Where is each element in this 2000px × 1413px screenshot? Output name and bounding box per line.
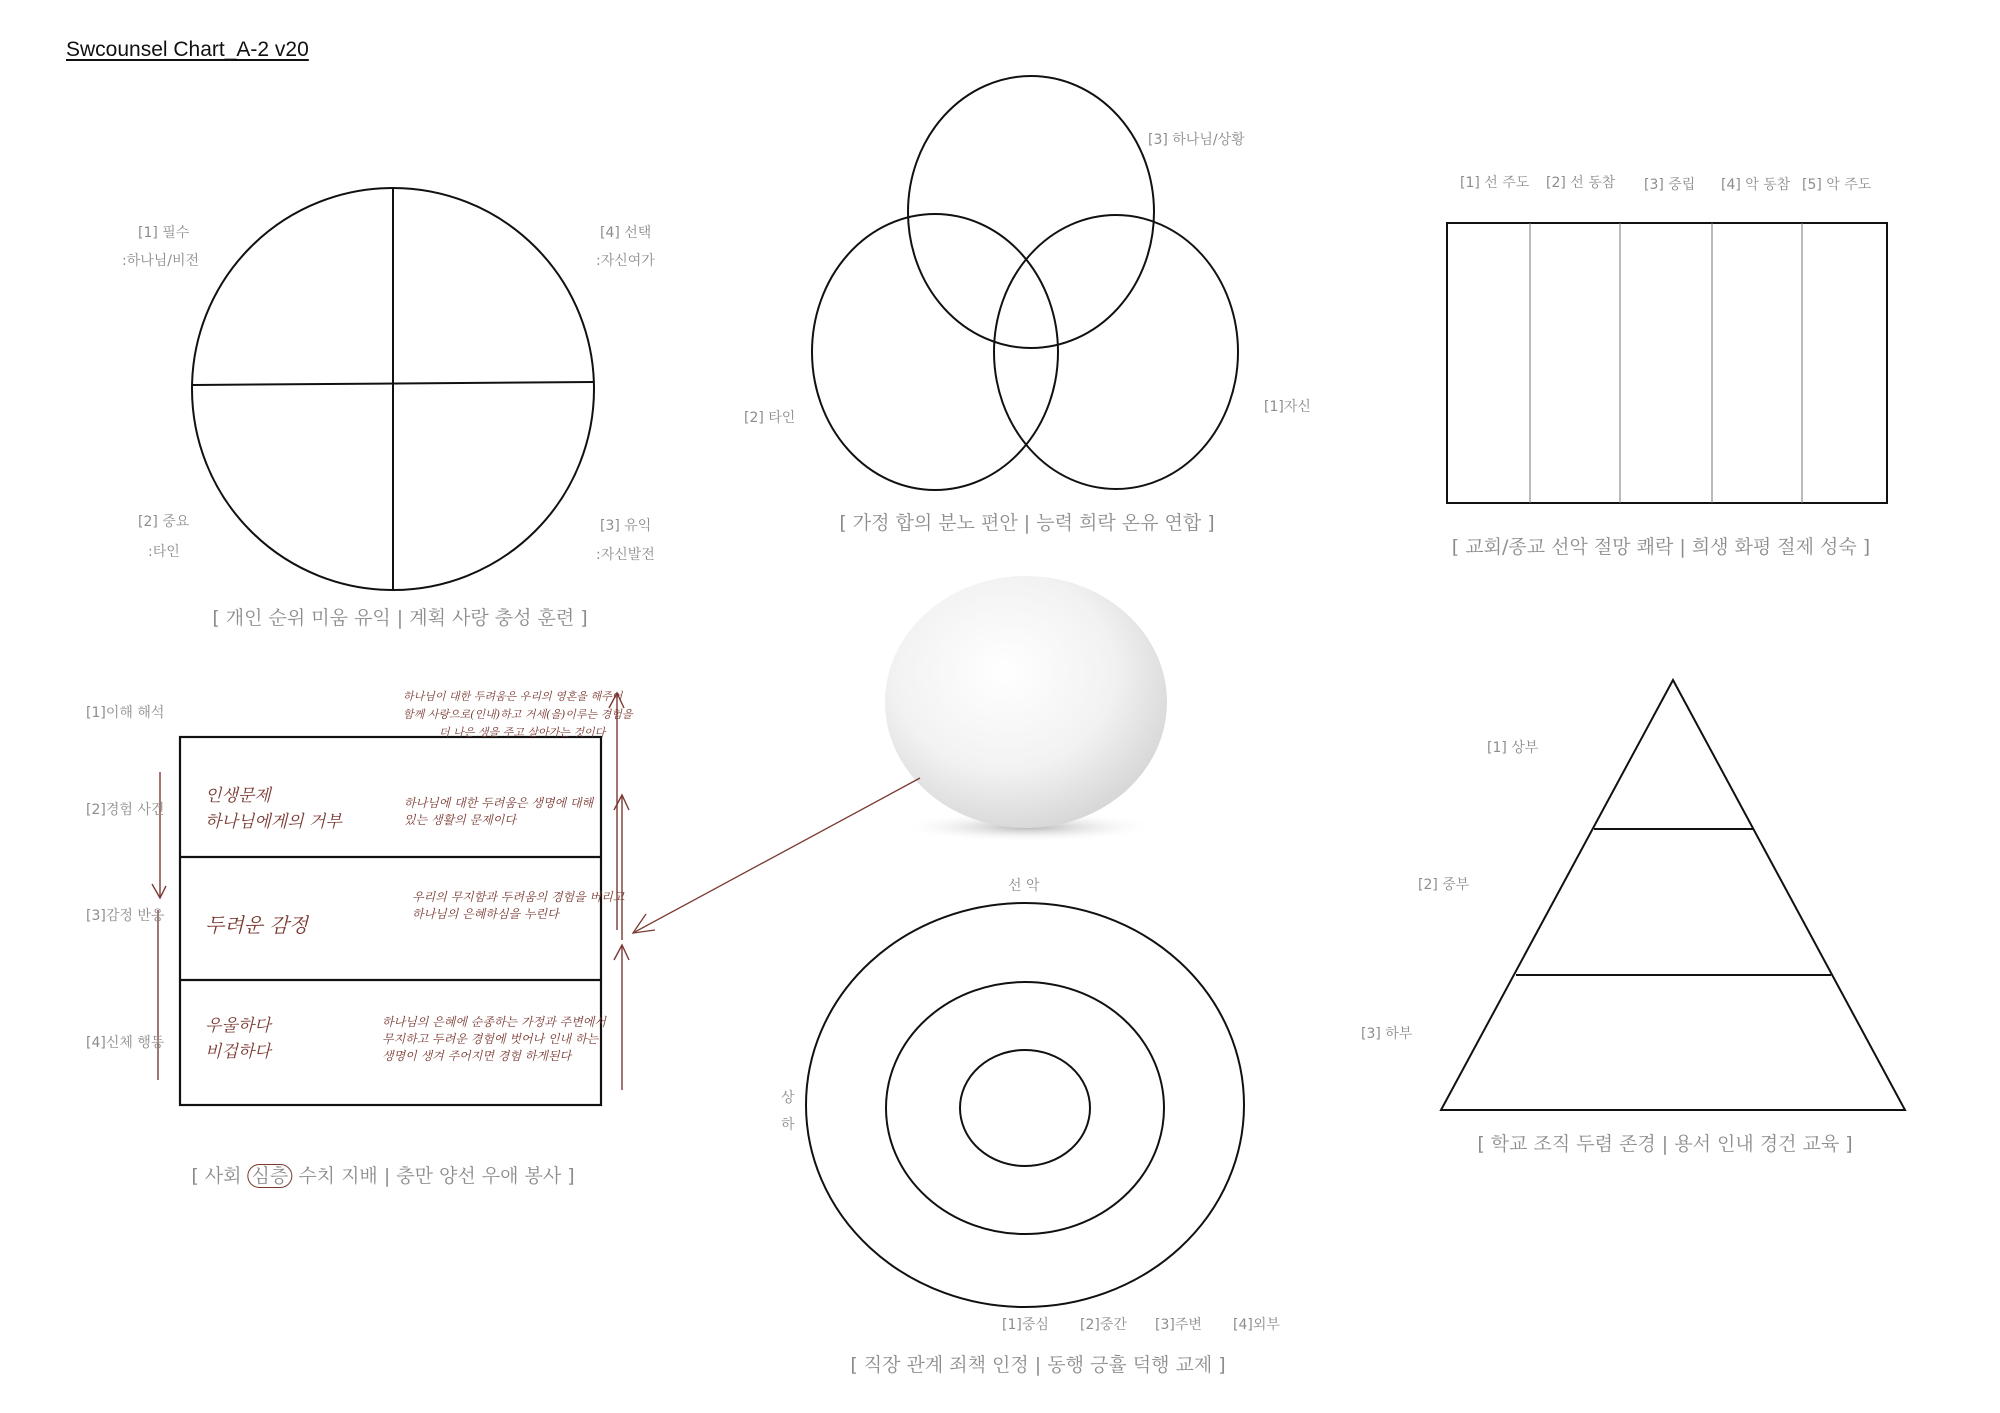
rings-caption: [ 직장 관계 죄책 인정 | 동행 긍휼 덕행 교제 ] [850, 1354, 1226, 1376]
column-header-1: [1] 선 주도 [1460, 175, 1530, 191]
layers-label-interpretation: [1]이해 해석 [86, 705, 165, 721]
rings-label-periphery: [3]주변 [1155, 1317, 1202, 1333]
concentric-rings-diagram [806, 903, 1244, 1307]
venn-label-self: [1]자신 [1264, 399, 1311, 415]
rings-label-middle: [2]중간 [1080, 1317, 1127, 1333]
rings-side-label-top: 상 [781, 1090, 795, 1106]
venn-label-god-situation: [3] 하나님/상황 [1148, 132, 1245, 148]
handwritten-row1-left: 인생문제 하나님에게의 거부 [205, 786, 342, 832]
quadrant-label-necessary: [1] 필수 [138, 225, 190, 241]
venn-circle-right [994, 215, 1238, 489]
left-arrow-1-head [152, 884, 166, 898]
pyramid-label-lower: [3] 하부 [1361, 1026, 1413, 1042]
quadrant-label-useful-sub: :자신발전 [596, 547, 655, 563]
quadrant-caption: [ 개인 순위 미움 유익 | 계획 사랑 충성 훈련 ] [212, 607, 588, 629]
rings-top-label: 선 악 [1008, 878, 1040, 894]
venn-label-others: [2] 타인 [744, 410, 796, 426]
columns-frame [1447, 223, 1887, 503]
layers-label-behavior: [4]신체 행동 [86, 1035, 165, 1051]
quadrant-label-useful: [3] 유익 [600, 518, 652, 534]
column-header-4: [4] 악 동참 [1721, 177, 1791, 193]
layers-label-experience: [2]경험 사건 [86, 802, 165, 818]
quadrant-label-necessary-sub: :하나님/비전 [122, 253, 200, 269]
quadrant-label-optional: [4] 선택 [600, 225, 652, 241]
pyramid-caption: [ 학교 조직 두렴 존경 | 용서 인내 경건 교육 ] [1477, 1133, 1853, 1155]
column-header-2: [2] 선 동참 [1546, 175, 1616, 191]
column-header-5: [5] 악 주도 [1802, 177, 1872, 193]
handwritten-row3-right: 하나님의 은혜에 순종하는 가정과 주변에서 무지하고 두려운 경험에 벗어나 인내 하는 생명이 생겨 주어지면 경험 하게된다 [382, 1015, 606, 1063]
handwritten-top-note: 하나님이 대한 두려움은 우리의 영혼을 해주어 함께 사랑으로(인내)하고 거세(을)이루는 경험을 더 나은 생을 주고 살아가는 것이다 [403, 690, 633, 739]
pyramid-label-upper: [1] 상부 [1487, 740, 1539, 756]
quadrant-label-important: [2] 중요 [138, 514, 190, 530]
ring-inner [960, 1050, 1090, 1166]
handwritten-row3-left: 우울하다 비겁하다 [205, 1016, 271, 1062]
quadrant-circle-diagram [192, 188, 594, 590]
venn-circle-top [908, 76, 1154, 348]
column-header-3: [3] 중립 [1644, 177, 1696, 193]
venn-circle-left [812, 214, 1058, 490]
circled-word: 심층 [248, 1164, 293, 1188]
quadrant-label-optional-sub: :자신여가 [596, 253, 655, 269]
rings-label-outer: [4]외부 [1233, 1317, 1280, 1333]
ring-outer [806, 903, 1244, 1307]
egg-connector-line [633, 778, 920, 933]
handwritten-row2-left: 두려운 감정 [205, 913, 308, 937]
venn-caption: [ 가정 합의 분노 편안 | 능력 희락 온유 연합 ] [839, 512, 1215, 534]
ring-middle [886, 982, 1164, 1234]
egg-image [885, 576, 1167, 842]
rings-side-label-bottom: 하 [781, 1117, 795, 1133]
document-title: Swcounsel Chart_A-2 v20 [66, 38, 309, 61]
rings-label-center: [1]중심 [1002, 1317, 1049, 1333]
columns-diagram [1447, 223, 1887, 503]
pyramid-label-middle: [2] 중부 [1418, 877, 1470, 893]
handwritten-row1-right: 하나님에 대한 두려움은 생명에 대해 있는 생활의 문제이다 [404, 796, 594, 827]
layers-label-emotion: [3]감정 반응 [86, 908, 165, 924]
quadrant-label-important-sub: :타인 [148, 544, 180, 560]
columns-caption: [ 교회/종교 선악 절망 쾌락 | 희생 화평 절제 성숙 ] [1451, 536, 1871, 558]
handwritten-row2-right: 우리의 무지함과 두려움의 경험을 버리고 하나님의 은혜하심을 누린다 [412, 890, 625, 921]
layers-caption: [ 사회 심층 수치 지배 | 충만 양선 우애 봉사 ] [191, 1165, 575, 1187]
egg-body [885, 576, 1167, 828]
